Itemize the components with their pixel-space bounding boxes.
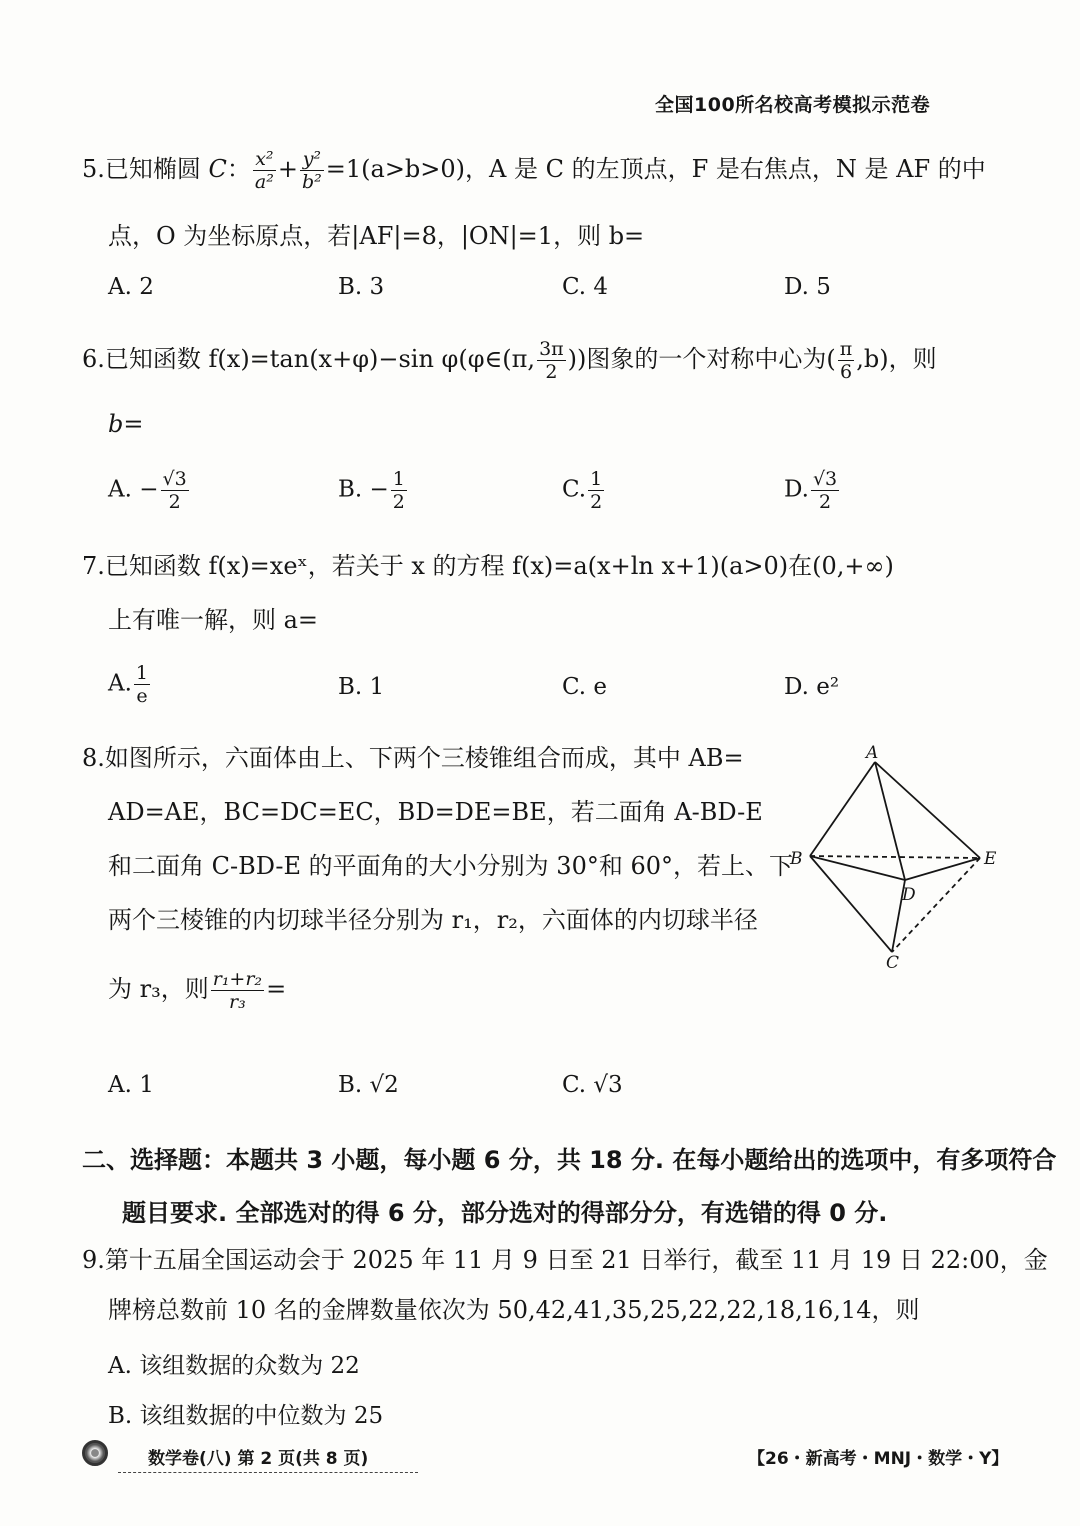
question-8-line-1: 8.如图所示，六面体由上、下两个三棱锥组合而成，其中 AB=	[82, 744, 744, 772]
q6-number: 6.	[82, 345, 105, 373]
fraction-y-over-b: $\frac{\text{y²}}{\text{b²}}$	[301, 148, 322, 193]
edge-AB	[810, 762, 875, 856]
edge-BE-hidden	[810, 856, 980, 858]
question-8-line-2: AD=AE，BC=DC=EC，BD=DE=BE，若二面角 A-BD-E	[108, 798, 763, 826]
fraction-pi-over-6: $\frac{\pi}{6}$	[839, 338, 853, 383]
publisher-logo-icon	[82, 1440, 108, 1466]
footer-exam-code: 【26・新高考・MNJ・数学・Y】	[748, 1449, 1009, 1469]
q6-option-c: C. $\frac{1}{2}$	[562, 468, 603, 513]
question-8-line-3: 和二面角 C-BD-E 的平面角的大小分别为 30°和 60°，若上、下	[108, 852, 794, 880]
question-5-line-2: 点，O 为坐标原点，若|AF|=8，|ON|=1，则 b=	[108, 222, 645, 250]
question-7-line-2: 上有唯一解，则 a=	[108, 606, 319, 634]
section-2-line-1: 二、选择题：本题共 3 小题，每小题 6 分，共 18 分. 在每小题给出的选项中，有多项符合	[82, 1146, 1057, 1174]
question-5-line-1: 5.已知椭圆 C： $\frac{\text{x²}}{\text{a²}}$ + $\frac{\text{y²}}{\text{b²}}$ =1(a>b>0)，A 是 C 的左顶点，F 是右焦点，N 是 AF 的中	[82, 148, 986, 193]
footer-divider	[118, 1472, 418, 1473]
q5-number: 5.	[82, 155, 105, 183]
question-8-line-5: 为 r₃，则 $\frac{\text{r₁+r₂}}{\text{r₃}}$ =	[108, 968, 287, 1013]
question-6-line-2: b=	[108, 410, 144, 438]
q8-option-a: A. 1	[108, 1072, 154, 1098]
label-B: B	[790, 849, 803, 869]
fraction-3pi-over-2: $\frac{3\pi}{2}$	[539, 338, 564, 383]
edge-BC	[810, 856, 892, 952]
q5-option-a: A. 2	[108, 274, 154, 300]
q6-option-d: D. $\frac{√3}{2}$	[784, 468, 838, 513]
label-D: D	[902, 885, 916, 905]
header-title: 全国100所名校高考模拟示范卷	[655, 94, 931, 116]
q9-option-b: B. 该组数据的中位数为 25	[108, 1403, 384, 1429]
q8-option-b: B. √2	[338, 1072, 399, 1098]
q8-hexahedron-figure	[780, 740, 1010, 970]
question-6-line-1: 6.已知函数 f(x)=tan(x+φ)−sin φ(φ∈(π, $\frac{3\pi}{2}$ ))图象的一个对称中心为( $\frac{\pi}{6}$ ,b)，则	[82, 338, 937, 383]
q8-number: 8.	[82, 744, 105, 772]
q9-number: 9.	[82, 1246, 105, 1274]
question-9-line-1: 9.第十五届全国运动会于 2025 年 11 月 9 日至 21 日举行，截至 11 月 19 日 22:00，金	[82, 1246, 1048, 1274]
fraction-r1-plus-r2-over-r3: $\frac{\text{r₁+r₂}}{\text{r₃}}$	[212, 968, 263, 1013]
q8-option-c: C. √3	[562, 1072, 623, 1098]
label-C: C	[886, 953, 900, 970]
footer-page-info: 数学卷(八) 第 2 页(共 8 页)	[148, 1449, 369, 1469]
q5-option-b: B. 3	[338, 274, 385, 300]
q7-option-a: A. $\frac{1}{e}$	[108, 662, 149, 707]
q7-number: 7.	[82, 552, 105, 580]
question-9-line-2: 牌榜总数前 10 名的金牌数量依次为 50,42,41,35,25,22,22,18,16,14，则	[108, 1296, 920, 1324]
q6-option-a: A. − $\frac{√3}{2}$	[108, 468, 187, 513]
q9-option-a: A. 该组数据的众数为 22	[108, 1353, 360, 1379]
q6-option-b: B. − $\frac{1}{2}$	[338, 468, 405, 513]
q7-option-c: C. e	[562, 674, 608, 700]
q7-option-d: D. e²	[784, 674, 840, 700]
fraction-x-over-a: $\frac{\text{x²}}{\text{a²}}$	[254, 148, 274, 193]
question-7-line-1: 7.已知函数 f(x)=xeˣ，若关于 x 的方程 f(x)=a(x+ln x+1)(a>0)在(0,+∞)	[82, 552, 894, 580]
q5-option-d: D. 5	[784, 274, 831, 300]
edge-AE	[875, 762, 980, 858]
edge-BD	[810, 856, 905, 880]
q5-option-c: C. 4	[562, 274, 609, 300]
edge-EC-hidden	[892, 858, 980, 952]
edge-AD	[875, 762, 905, 880]
q7-option-b: B. 1	[338, 674, 385, 700]
edge-DE	[905, 858, 980, 880]
section-2-line-2: 题目要求. 全部选对的得 6 分，部分选对的得部分分，有选错的得 0 分.	[122, 1199, 888, 1227]
question-8-line-4: 两个三棱锥的内切球半径分别为 r₁，r₂，六面体的内切球半径	[108, 906, 758, 934]
label-A: A	[866, 743, 879, 763]
label-E: E	[984, 849, 997, 869]
